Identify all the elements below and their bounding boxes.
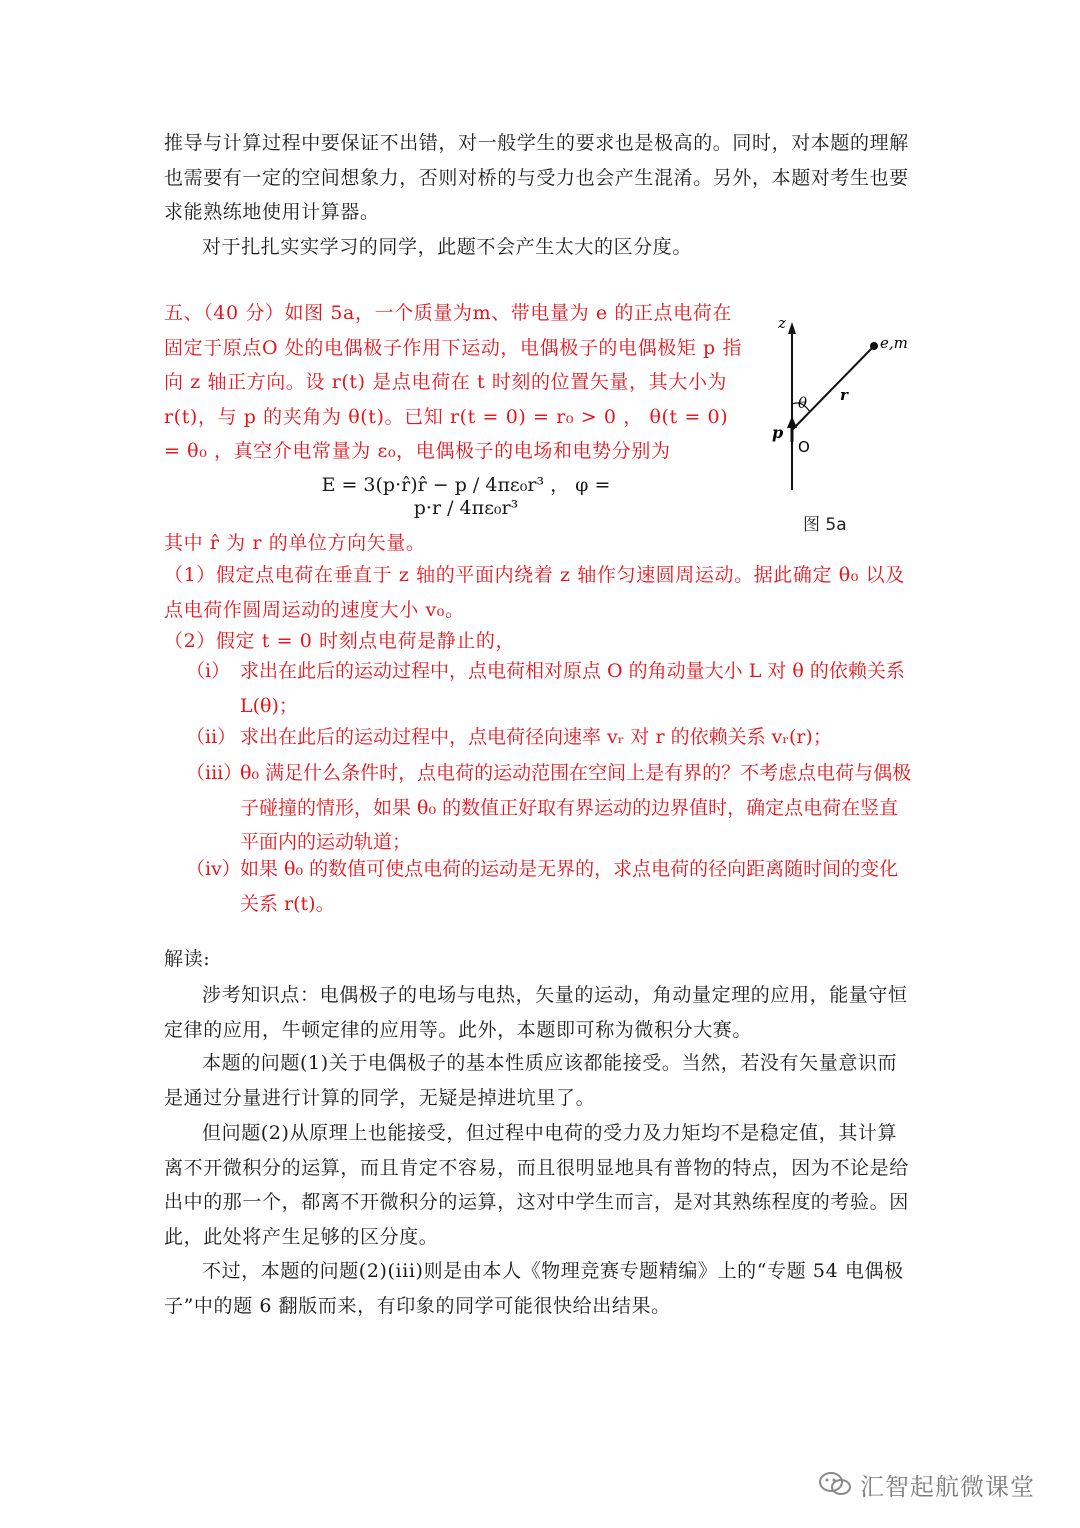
z-label: z — [778, 314, 786, 332]
origin-label: O — [798, 438, 810, 456]
unit-vector-note: 其中 r̂ 为 r 的单位方向矢量。 — [164, 532, 426, 554]
p-label: p — [772, 423, 784, 442]
sub-question-ii — [164, 720, 916, 756]
watermark-text: 汇智起航微课堂 — [860, 1472, 1035, 1501]
sub-question-i — [164, 654, 916, 724]
watermark — [818, 1464, 1035, 1504]
sub-question-iii — [164, 756, 916, 860]
question-2: （2）假定 t = 0 时刻点电荷是静止的， — [164, 630, 516, 652]
problem-statement: 五、（40 分）如图 5a，一个质量为m、带电量为 e 的正点电荷在固定于原点O 处的电偶极子作用下运动，电偶极子的电偶极矩 p 指向 z 轴正方向。设 r(t) 是点电荷在 t 时刻的位置矢量，其大小为 r(t)，与 p 的夹角为 θ(t)。已知 r(t = 0) = r₀ > 0 ， θ(t = 0) = θ₀ ，真空介电常量为 ε₀，电偶极子的电场和电势分别为 — [164, 302, 743, 463]
intro-paragraph-1: 推导与计算过程中要保证不出错，对一般学生的要求也是极高的。同时，对本题的理解也需要有一定的空间想象力，否则对桥的与受力也会产生混淆。另外，本题对考生也要求能熟练地使用计算器。 — [164, 132, 909, 224]
solution-heading: 解读: — [164, 948, 211, 970]
sub-question-number: （i） — [186, 660, 231, 682]
wechat-icon — [818, 1470, 852, 1498]
sub-question-text: θ₀ 满足什么条件时，点电荷的运动范围在空间上是有界的？不考虑点电荷与偶极子碰撞的情形，如果 θ₀ 的数值正好取有界运动的边界值时，确定点电荷在竖直平面内的运动轨道； — [240, 762, 912, 854]
sub-question-number: （ii） — [186, 726, 237, 748]
position-vector-line — [792, 346, 874, 430]
theta-label: θ — [798, 394, 808, 412]
solution-paragraph-4: 不过，本题的问题(2)(iii)则是由本人《物理竞赛专题精编》上的“专题 54 电偶极子”中的题 6 翻版而来，有印象的同学可能很快给出结果。 — [164, 1260, 904, 1317]
sub-question-number: （iv） — [186, 858, 241, 880]
sub-question-text: 求出在此后的运动过程中，点电荷径向速率 vᵣ 对 r 的依赖关系 vᵣ(r)； — [240, 726, 832, 748]
z-axis-arrow — [788, 322, 796, 334]
intro-paragraph-2: 对于扎扎实实学习的同学，此题不会产生太大的区分度。 — [202, 236, 693, 258]
figure-caption: 图 5a — [803, 515, 847, 535]
sub-question-iv — [164, 852, 916, 922]
r-label: r — [840, 386, 848, 404]
question-1: （1）假定点电荷在垂直于 z 轴的平面内绕着 z 轴作匀速圆周运动。据此确定 θ₀ 以及点电荷作圆周运动的速度大小 v₀。 — [164, 564, 905, 621]
solution-paragraph-1: 涉考知识点：电偶极子的电场与电热，矢量的运动，角动量定理的应用，能量守恒定律的应用，牛顿定律的应用等。此外，本题即可称为微积分大赛。 — [164, 984, 908, 1041]
sub-question-text: 求出在此后的运动过程中，点电荷相对原点 O 的角动量大小 L 对 θ 的依赖关系 L(θ)； — [240, 660, 905, 717]
sub-question-number: （iii） — [186, 762, 243, 784]
field-formula: E = 3(p·r̂)r̂ − p / 4πε₀r³ ， φ = p·r / 4πε₀r³ — [321, 474, 611, 519]
sub-question-text: 如果 θ₀ 的数值可使点电荷的运动是无界的，求点电荷的径向距离随时间的变化关系 r(t)。 — [240, 858, 899, 915]
solution-paragraph-3: 但问题(2)从原理上也能接受，但过程中电荷的受力及力矩均不是稳定值，其计算离不开微积分的运算，而且肯定不容易，而且很明显地具有普物的特点，因为不论是给出中的那一个，都离不开微积分的运算，这对中学生而言，是对其熟练程度的考验。因此，此处将产生足够的区分度。 — [164, 1122, 909, 1248]
solution-paragraph-2: 本题的问题(1)关于电偶极子的基本性质应该都能接受。当然，若没有矢量意识而是通过分量进行计算的同学，无疑是掉进坑里了。 — [164, 1052, 898, 1109]
charge-label: e,m — [880, 334, 908, 352]
point-charge — [870, 342, 878, 350]
